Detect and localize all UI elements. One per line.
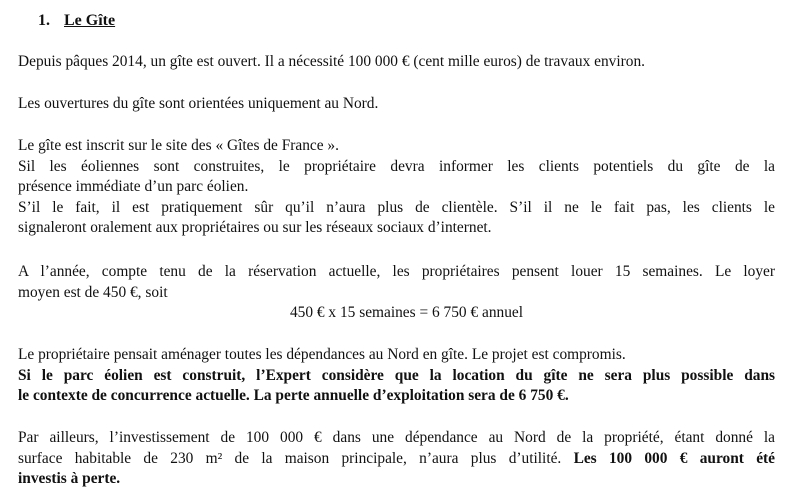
paragraph-line: Sil les éoliennes sont construites, le propriétaire devra informer les clients potentiels du gîte de la — [18, 157, 775, 175]
calculation-line: 450 € x 15 semaines = 6 750 € annuel — [289, 304, 524, 321]
paragraph-line: présence immédiate d’un parc éolien. — [18, 178, 249, 195]
bold-text-run: Les 100 000 € auront été — [573, 449, 775, 467]
paragraph-line: Par ailleurs, l’investissement de 100 000 € dans une dépendance au Nord de la propriété, étant donné la — [18, 429, 775, 446]
paragraph-perte-exploitation — [18, 345, 775, 407]
paragraph-line: Le gîte est inscrit sur le site des « Gîtes de France ». — [18, 137, 339, 154]
paragraph-line: Les ouvertures du gîte sont orientées uniquement au Nord. — [18, 95, 379, 112]
paragraph-line: S’il le fait, il est pratiquement sûr qu’il n’aura plus de clientèle. S’il il ne le fait pas, les clients le — [18, 198, 775, 216]
paragraph-line: Le propriétaire pensait aménager toutes les dépendances au Nord en gîte. Le projet est compromis. — [18, 346, 626, 363]
paragraph-ouvertures — [18, 94, 775, 115]
bold-conclusion-line: investis à perte. — [18, 470, 121, 487]
paragraph-gites-de-france — [18, 136, 775, 239]
paragraph-line — [18, 449, 775, 470]
paragraph-investissement — [18, 428, 775, 490]
paragraph-loyer — [18, 262, 775, 324]
text-run: surface habitable de 230 m² de la maison principale, n’aura plus d’utilité. — [18, 449, 562, 467]
paragraph-line: Depuis pâques 2014, un gîte est ouvert. Il a nécessité 100 000 € (cent mille euros) de travaux environ. — [18, 53, 645, 70]
paragraph-line: moyen est de 450 €, soit — [18, 283, 168, 301]
section-heading — [38, 11, 115, 32]
bold-conclusion-line: Si le parc éolien est construit, l’Expert considère que la location du gîte ne sera plus possible dans — [18, 366, 775, 384]
paragraph-travaux — [18, 52, 775, 73]
section-number: 1. — [38, 12, 50, 29]
bold-conclusion-line: le contexte de concurrence actuelle. La perte annuelle d’exploitation sera de 6 750 €. — [18, 387, 569, 404]
section-title: Le Gîte — [64, 12, 116, 29]
paragraph-line: A l’année, compte tenu de la réservation actuelle, les propriétaires pensent louer 15 semaines. Le loyer — [18, 263, 775, 280]
paragraph-line: signaleront oralement aux propriétaires ou sur les réseaux sociaux d’internet. — [18, 219, 492, 236]
